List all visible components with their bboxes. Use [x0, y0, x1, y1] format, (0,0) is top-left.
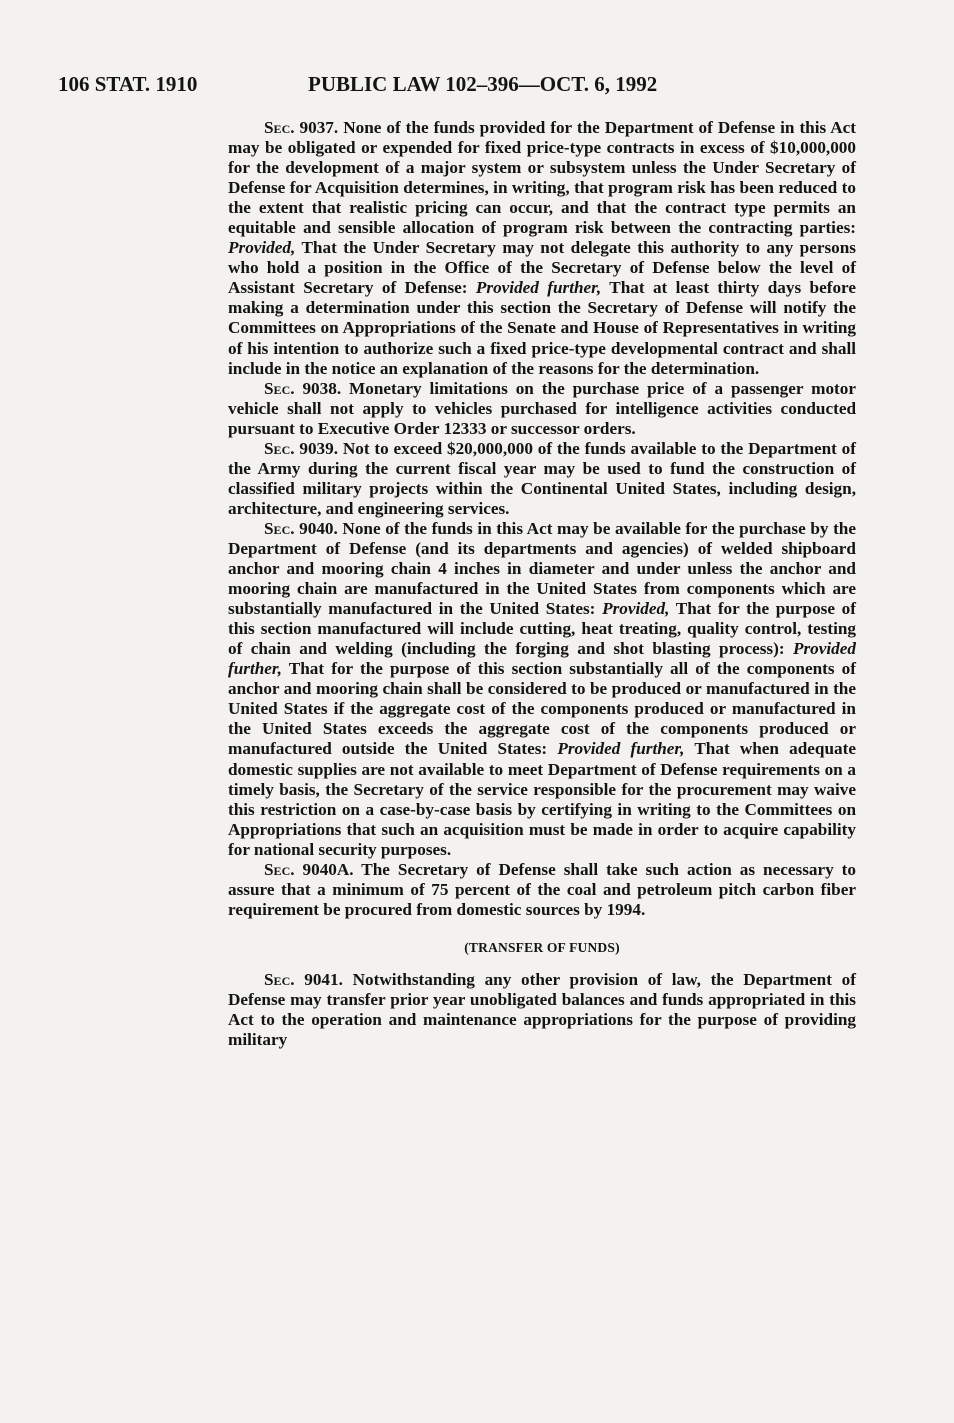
section-text: 9040A. The Secretary of Defense shall take such action as necessary to assure that a minimum of 75 percent of the coal and petroleum pitch carbon fiber requirement be procured from domestic sources by 1994. — [228, 859, 856, 919]
section-text: That the Under Secretary may not delegate this authority to any persons who hold a position in the Office of the Secretary of Defense below the level of Assistant Secretary of Defense: — [228, 238, 856, 298]
stat-page-reference: 106 STAT. 1910 — [58, 72, 198, 96]
section-paragraph — [228, 519, 856, 860]
section-label: Sec. — [264, 378, 295, 398]
section-label: Sec. — [264, 118, 295, 137]
section-text: That at least thirty days before making a determination under this section the Secretary of Defense will notify the Committees on Appropriations of the Senate and House of Representatives in writing of his intention to authorize such a fixed price-type developmental contract and shall include in the notice an explanation of the reasons for the determination. — [228, 278, 856, 378]
proviso-text: Provided, — [228, 238, 296, 258]
document-body — [228, 118, 856, 1050]
section-text: 9040. None of the funds in this Act may be available for the purchase by the Department of Defense (and its departments and agencies) of welded shipboard anchor and mooring chain 4 inches in diameter and under unless the anchor and mooring chain are manufactured in the United States from components which are substantially manufactured in the United States: — [228, 518, 856, 619]
proviso-text: Provided further, — [557, 739, 685, 759]
section-label: Sec. — [264, 969, 295, 989]
section-text: That when adequate domestic supplies are not available to meet Department of Defense requirements on a timely basis, the Secretary of the service responsible for the procurement may waive this restriction on a case-by-case basis by certifying in writing to the Committees on Appropriations that such an acquisition must be made in order to acquire capability for national security purposes. — [228, 739, 856, 859]
section-text: 9037. None of the funds provided for the Department of Defense in this Act may be obligated or expended for fixed price-type contracts in excess of $10,000,000 for the development of a major system or subsystem unless the Under Secretary of Defense for Acquisition determines, in writing, that program risk has been reduced to the extent that realistic pricing can occur, and that the contract type permits an equitable and sensible allocation of program risk between the contracting parties: — [228, 118, 856, 238]
section-paragraph — [228, 379, 856, 439]
section-text: 9039. Not to exceed $20,000,000 of the funds available to the Department of the Army during the current fiscal year may be used to fund the construction of classified military projects within the Continental United States, including design, architecture, and engineering services. — [228, 438, 856, 518]
proviso-text: Provided further, — [475, 278, 602, 298]
transfer-of-funds-heading: (TRANSFER OF FUNDS) — [464, 939, 620, 955]
sections-container — [228, 118, 856, 920]
section-label: Sec. — [264, 518, 295, 538]
section-paragraph — [228, 970, 856, 1050]
section-label: Sec. — [264, 438, 295, 458]
proviso-text: Provided, — [602, 599, 670, 619]
section-text: That for the purpose of this section substantially all of the components of anchor and mooring chain shall be considered to be produced or manufactured in the United States if the aggregate cost of the components produced or manufactured in the United States exceeds the aggregate cost of the components produced or manufactured outside the United States: — [228, 659, 856, 759]
section-text: 9038. Monetary limitations on the purchase price of a passenger motor vehicle shall not apply to vehicles purchased for intelligence activities conducted pursuant to Executive Order 12333 or successor orders. — [228, 378, 856, 438]
proviso-text: Provided further, — [228, 639, 856, 679]
section-text: That for the purpose of this section manufactured will include cutting, heat treating, quality control, testing of chain and welding (including the forging and shot blasting process): — [228, 599, 856, 659]
public-law-citation: PUBLIC LAW 102–396—OCT. 6, 1992 — [308, 72, 658, 96]
sections-container-continued — [228, 970, 856, 1050]
section-label: Sec. — [264, 859, 295, 879]
section-paragraph — [228, 860, 856, 920]
section-paragraph — [228, 439, 856, 519]
section-paragraph — [228, 118, 856, 379]
section-text: 9041. Notwithstanding any other provision of law, the Department of Defense may transfer prior year unobligated balances and funds appropriated in this Act to the operation and maintenance appropriations for the purpose of providing military — [228, 969, 856, 1050]
